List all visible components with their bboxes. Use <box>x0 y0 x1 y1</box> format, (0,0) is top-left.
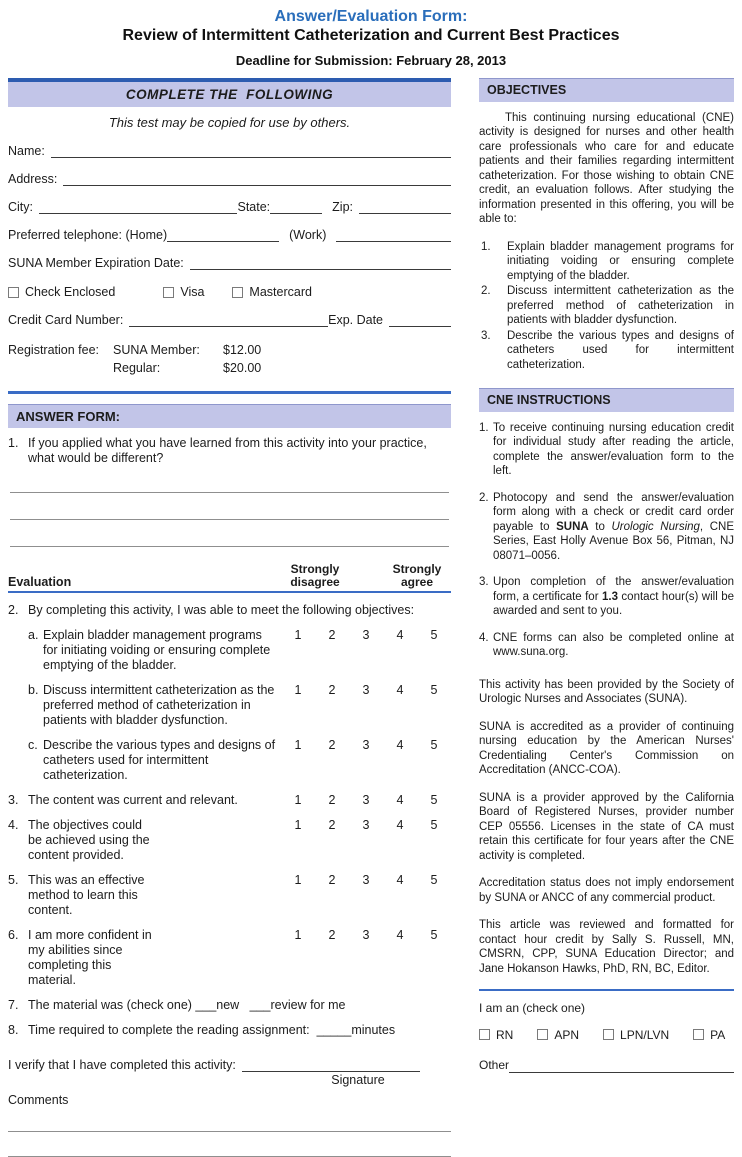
question-7[interactable] <box>8 998 451 1013</box>
apn-label: APN <box>554 1027 580 1042</box>
suna-expiration-input-line[interactable] <box>190 256 451 270</box>
question-text: If you applied what you have learned from this activity into your practice, what would be different? <box>28 436 427 465</box>
rating-5[interactable]: 5 <box>430 628 438 642</box>
signature-caption: Signature <box>331 1073 385 1087</box>
check-enclosed-option[interactable] <box>8 285 115 299</box>
question-8[interactable] <box>8 1023 451 1038</box>
left-column <box>8 78 451 1157</box>
credential-divider <box>479 989 734 991</box>
article-title: Review of Intermittent Catheterization and Current Best Practices <box>122 27 620 44</box>
question-number: 8. <box>8 1023 19 1037</box>
question-3 <box>8 793 451 808</box>
question-number: 1. <box>8 436 19 450</box>
rating-scale <box>281 683 451 697</box>
rating-scale <box>281 818 451 832</box>
instruction-number: 1. <box>479 421 489 434</box>
rating-4[interactable]: 4 <box>396 738 404 752</box>
exp-date-input-line[interactable] <box>389 313 451 327</box>
zip-label: Zip: <box>332 200 353 214</box>
city-state-zip-row <box>8 200 451 214</box>
objective-number: 1. <box>481 240 491 253</box>
question-6 <box>8 928 451 988</box>
question-text: Time required to complete the reading assignment: _____minutes <box>28 1023 396 1037</box>
objective-3 <box>479 329 734 373</box>
rating-3[interactable]: 3 <box>362 928 370 942</box>
telephone-row <box>8 228 451 242</box>
question-number: c. <box>28 738 38 752</box>
evaluation-header <box>8 563 451 593</box>
rating-2[interactable]: 2 <box>328 873 336 887</box>
city-label: City: <box>8 200 33 214</box>
rating-2[interactable]: 2 <box>328 818 336 832</box>
reviewed-by-note: This article was reviewed and formatted for contact hour credit by Sally S. Russell, MN, CMSRN, CPP, SUNA Education Director; and Jane Hokanson Hawks, PhD, RN, BC, Editor. <box>479 919 734 975</box>
city-input-line[interactable] <box>39 200 237 214</box>
answer-line-1[interactable] <box>10 466 449 493</box>
lpn-lvn-option[interactable] <box>603 1028 669 1043</box>
question-5 <box>8 873 451 918</box>
comments-line-2[interactable] <box>8 1132 451 1157</box>
contact-hours-bold: 1.3 <box>601 590 618 603</box>
objective-number: 3. <box>481 329 491 342</box>
suna-expiration-label: SUNA Member Expiration Date: <box>8 256 184 270</box>
deadline-text: Deadline for Submission: February 28, 2013 <box>235 53 507 68</box>
rating-5[interactable]: 5 <box>430 738 438 752</box>
question-number: 5. <box>8 873 19 887</box>
regular-fee-label: Regular: <box>113 361 161 375</box>
cne-instruction-1 <box>479 421 734 479</box>
comments-line-1[interactable] <box>8 1107 451 1132</box>
lpn-lvn-label: LPN/LVN <box>620 1027 670 1042</box>
question-text: This was an effective method to learn this content. <box>28 873 145 917</box>
home-phone-input-line[interactable] <box>167 228 279 242</box>
question-2 <box>8 603 451 618</box>
rating-scale <box>281 628 451 642</box>
rating-2[interactable]: 2 <box>328 928 336 942</box>
rating-4[interactable]: 4 <box>396 628 404 642</box>
rating-scale <box>281 928 451 942</box>
rating-scale <box>281 793 451 807</box>
work-phone-input-line[interactable] <box>336 228 451 242</box>
objectives-intro: This continuing nursing educational (CNE) activity is designed for nurses and other health care professionals who care for and educate patients and their families regarding intermittent catheterization. For those wishing to obtain CNE credit, an evaluation follows. After studying the information presented in this offering, you will be able to: <box>479 111 734 225</box>
credit-card-row <box>8 313 451 327</box>
question-2b <box>28 683 451 728</box>
address-input-line[interactable] <box>63 172 451 186</box>
question-4 <box>8 818 451 863</box>
credential-label: I am an (check one) <box>479 1001 586 1015</box>
endorsement-note: Accreditation status does not imply endorsement by SUNA or ANCC of any commercial product. <box>479 877 734 904</box>
rating-1[interactable]: 1 <box>294 793 302 807</box>
cne-instruction-4 <box>479 631 734 660</box>
objective-text: Describe the various types and designs of catheters used for intermittent catheterization. <box>507 329 734 371</box>
member-fee-amount: $12.00 <box>223 343 262 357</box>
answer-line-3[interactable] <box>10 520 449 547</box>
rating-2[interactable]: 2 <box>328 683 336 697</box>
other-input-line[interactable] <box>509 1059 734 1073</box>
instruction-number: 3. <box>479 576 489 588</box>
payment-options-row <box>8 285 451 299</box>
address-label: Address: <box>8 172 58 186</box>
evaluation-label: Evaluation <box>8 575 72 589</box>
question-text: The material was (check one) ___new ___review for me <box>28 998 346 1012</box>
address-field-row <box>8 172 451 186</box>
rating-1[interactable]: 1 <box>294 928 302 942</box>
provided-by-note: This activity has been provided by the Society of Urologic Nurses and Associates (SUNA). <box>479 678 734 705</box>
strongly-agree-label: Strongly agree <box>392 562 442 589</box>
signature-input-line[interactable] <box>242 1058 420 1072</box>
rating-2[interactable]: 2 <box>328 793 336 807</box>
question-2a <box>28 628 451 673</box>
question-text: Explain bladder management programs for initiating voiding or ensuring complete emptying of the bladder. <box>43 628 271 672</box>
question-2c <box>28 738 451 783</box>
rating-2[interactable]: 2 <box>328 738 336 752</box>
verify-row <box>8 1058 451 1072</box>
rating-3[interactable]: 3 <box>362 628 370 642</box>
instruction-text: Photocopy and send the answer/evaluation form along with a check or credit card order payable to SUNA to Urologic Nursing, CNE Series, East Holly Avenue Box 56, Pitman, NJ 08071–0056. <box>493 491 735 562</box>
rating-5[interactable]: 5 <box>430 928 438 942</box>
rating-5[interactable]: 5 <box>430 793 438 807</box>
question-number: 4. <box>8 818 19 832</box>
rn-label: RN <box>496 1027 514 1042</box>
name-input-line[interactable] <box>51 144 451 158</box>
rating-2[interactable]: 2 <box>328 628 336 642</box>
visa-checkbox[interactable] <box>163 287 174 298</box>
copy-notice: This test may be copied for use by others. <box>108 115 351 130</box>
apn-option[interactable] <box>537 1028 579 1043</box>
question-text: Describe the various types and designs of catheters used for intermittent catheterization. <box>43 738 276 782</box>
pa-label: PA <box>710 1027 726 1042</box>
complete-section-header: COMPLETE THE FOLLOWING <box>8 78 451 107</box>
rn-checkbox[interactable] <box>479 1029 490 1040</box>
journal-name-italic: Urologic Nursing <box>611 520 700 533</box>
objective-1 <box>479 240 734 284</box>
objectives-header: OBJECTIVES <box>479 78 734 102</box>
question-text: By completing this activity, I was able to meet the following objectives: <box>28 603 415 617</box>
rating-5[interactable]: 5 <box>430 873 438 887</box>
instruction-text: Upon completion of the answer/evaluation form, a certificate for 1.3 contact hour(s) will be awarded and sent to you. <box>493 576 734 617</box>
comments-label: Comments <box>8 1093 69 1107</box>
credit-card-input-line[interactable] <box>129 313 328 327</box>
objective-number: 2. <box>481 285 491 297</box>
check-enclosed-label: Check Enclosed <box>25 285 116 299</box>
registration-fee-block <box>8 343 451 379</box>
pa-option[interactable] <box>693 1028 725 1043</box>
rating-3[interactable]: 3 <box>362 738 370 752</box>
question-text: The objectives could be achieved using the content provided. <box>28 818 150 862</box>
form-title: Answer/Evaluation Form: <box>274 8 468 25</box>
section-divider <box>8 391 451 394</box>
visa-option[interactable] <box>163 285 204 299</box>
credential-options-row <box>479 1028 734 1043</box>
mastercard-option[interactable] <box>232 285 312 299</box>
apn-checkbox[interactable] <box>537 1029 548 1040</box>
question-number: b. <box>28 683 39 697</box>
rating-3[interactable]: 3 <box>362 818 370 832</box>
suna-bold: SUNA <box>556 520 589 533</box>
verify-label: I verify that I have completed this activity: <box>8 1058 236 1072</box>
question-number: 2. <box>8 603 19 617</box>
california-provider-note: SUNA is a provider approved by the California Board of Registered Nurses, provider number CEP 05556. Licenses in the state of CA must retain this certificate for four years after the CNE activity is completed. <box>479 791 734 862</box>
rn-option[interactable] <box>479 1028 513 1043</box>
zip-input-line[interactable] <box>359 200 451 214</box>
other-row <box>479 1058 734 1073</box>
question-text: Discuss intermittent catheterization as the preferred method of catheterization in patients with bladder dysfunction. <box>43 683 275 727</box>
registration-fee-label: Registration fee: <box>8 343 100 357</box>
rating-scale <box>281 738 451 752</box>
rating-1[interactable]: 1 <box>294 738 302 752</box>
rating-4[interactable]: 4 <box>396 683 404 697</box>
rating-4[interactable]: 4 <box>396 793 404 807</box>
page-header <box>8 8 734 68</box>
lpn-lvn-checkbox[interactable] <box>603 1029 614 1040</box>
mastercard-checkbox[interactable] <box>232 287 243 298</box>
name-label: Name: <box>8 144 45 158</box>
rating-5[interactable]: 5 <box>430 818 438 832</box>
rating-1[interactable]: 1 <box>294 683 302 697</box>
instruction-number: 2. <box>479 491 489 504</box>
cne-instruction-2 <box>479 491 734 564</box>
rating-4[interactable]: 4 <box>396 818 404 832</box>
question-number: a. <box>28 628 39 642</box>
credit-card-label: Credit Card Number: <box>8 313 124 327</box>
question-text: I am more confident in my abilities since completing this material. <box>28 928 152 987</box>
work-phone-label: (Work) <box>289 228 327 242</box>
answer-line-2[interactable] <box>10 493 449 520</box>
rating-4[interactable]: 4 <box>396 873 404 887</box>
right-column <box>479 78 734 1073</box>
state-label: State: <box>237 200 271 214</box>
strongly-disagree-label: Strongly disagree <box>290 562 340 589</box>
rating-1[interactable]: 1 <box>294 873 302 887</box>
pa-checkbox[interactable] <box>693 1029 704 1040</box>
suna-expiration-row <box>8 256 451 270</box>
question-number: 7. <box>8 998 19 1012</box>
visa-label: Visa <box>180 285 205 299</box>
regular-fee-amount: $20.00 <box>223 361 262 375</box>
question-number: 3. <box>8 793 19 807</box>
rating-3[interactable]: 3 <box>362 683 370 697</box>
name-field-row <box>8 144 451 158</box>
instruction-number: 4. <box>479 631 489 644</box>
member-fee-label: SUNA Member: <box>113 343 200 357</box>
question-1 <box>8 436 451 466</box>
home-phone-label: Preferred telephone: (Home) <box>8 228 168 242</box>
instruction-text: To receive continuing nursing education credit for individual study after reading the article, complete the answer/evaluation form to the left. <box>493 421 734 477</box>
mastercard-label: Mastercard <box>249 285 312 299</box>
check-enclosed-checkbox[interactable] <box>8 287 19 298</box>
answer-form-header: ANSWER FORM: <box>8 404 451 428</box>
question-number: 6. <box>8 928 19 942</box>
question-text: The content was current and relevant. <box>28 793 238 807</box>
rating-3[interactable]: 3 <box>362 793 370 807</box>
accreditation-note: SUNA is accredited as a provider of continuing nursing education by the American Nurses' Credentialing Center's Commission on Accreditation (ANCC-COA). <box>479 720 734 776</box>
objective-2 <box>479 284 734 328</box>
instruction-text: CNE forms can also be completed online at www.suna.org. <box>493 631 734 658</box>
exp-date-label: Exp. Date <box>328 313 383 327</box>
cne-instructions-header: CNE INSTRUCTIONS <box>479 388 734 412</box>
rating-scale <box>281 873 451 887</box>
rating-1[interactable]: 1 <box>294 628 302 642</box>
rating-4[interactable]: 4 <box>396 928 404 942</box>
other-label: Other <box>479 1058 510 1072</box>
objective-text: Discuss intermittent catheterization as the preferred method of catheterization in patients with bladder dysfunction. <box>507 285 734 326</box>
objective-text: Explain bladder management programs for initiating voiding or ensuring complete emptying of the bladder. <box>507 240 734 282</box>
cne-instruction-3 <box>479 575 734 619</box>
rating-3[interactable]: 3 <box>362 873 370 887</box>
rating-5[interactable]: 5 <box>430 683 438 697</box>
state-input-line[interactable] <box>270 200 322 214</box>
rating-1[interactable]: 1 <box>294 818 302 832</box>
